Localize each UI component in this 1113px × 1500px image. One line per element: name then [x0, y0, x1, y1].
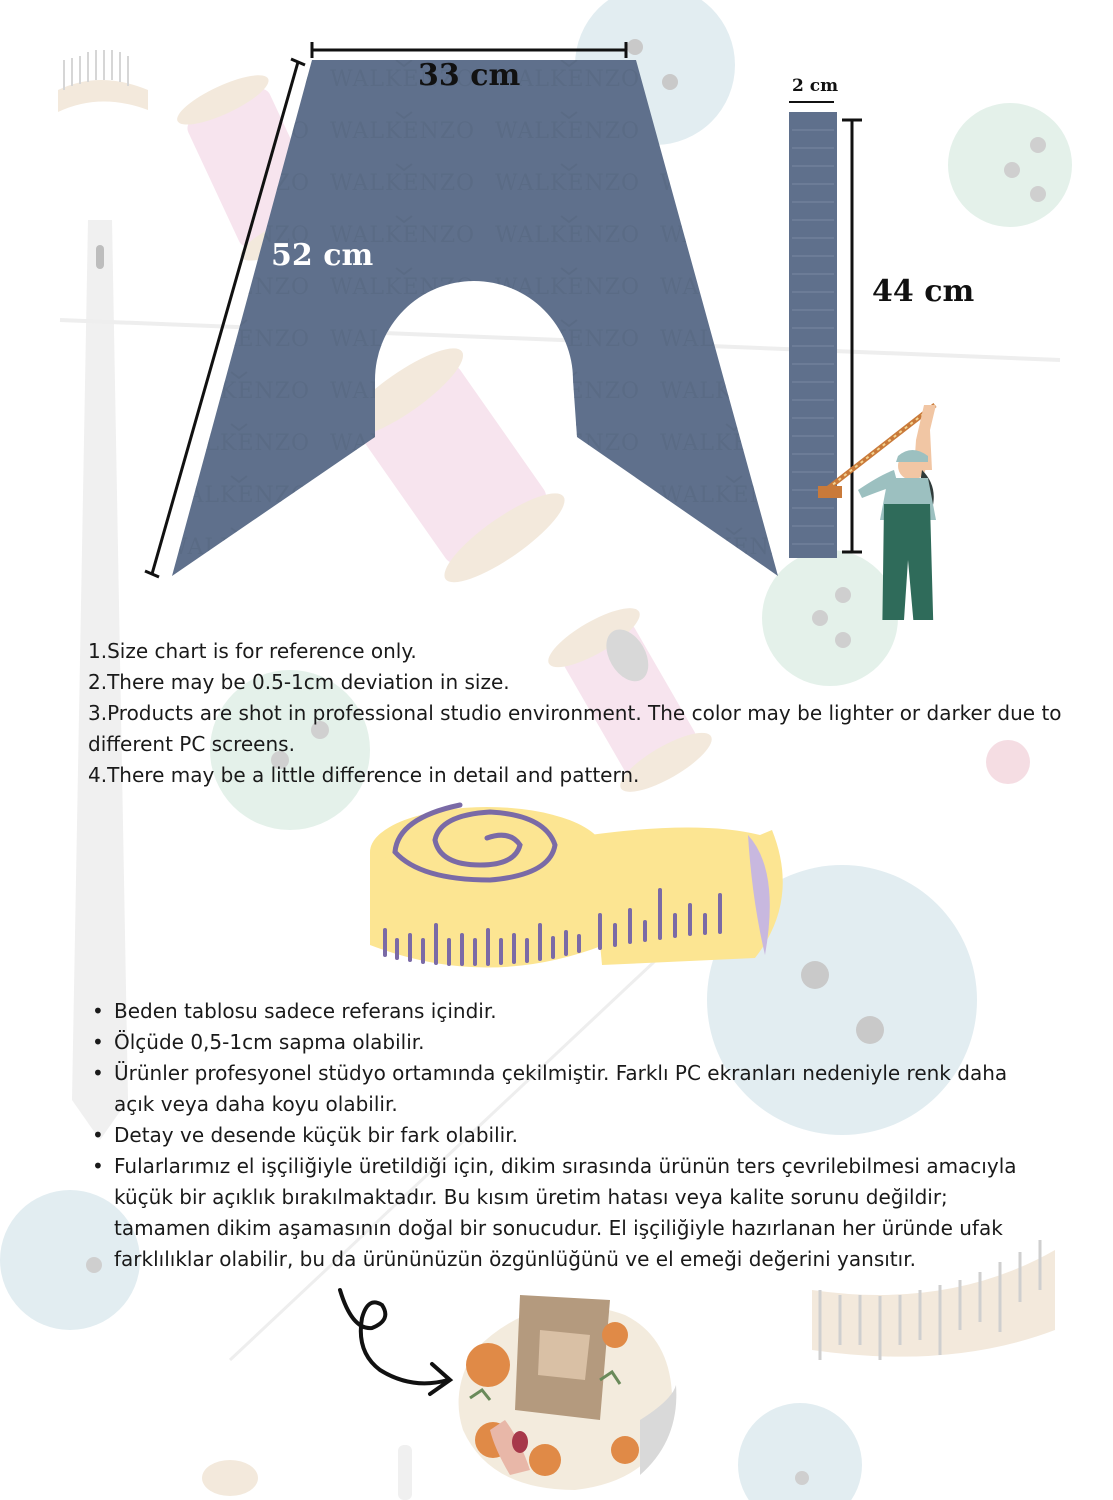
note-en-2: 2.There may be 0.5-1cm deviation in size.: [88, 670, 510, 694]
note-tr-5: • Fularlarımız el işçiliğiyle üretildiği için, dikim sırasında ürünün ters çevrilebilmesi amacıyla küçük bir açıklık bırakılmaktadır. Bu kısım üretim hatası veya kalite sorunu değildir; tamamen dikim aşamasının doğal bir sonucudur. El işçiliğiyle hazırlanan her üründe ufak farklılıklar olabilir, bu da ürününüzün özgünlüğünü ve el emeği değerini yansıtır.: [114, 1151, 1050, 1275]
side-length-label: 52 cm: [271, 238, 374, 273]
curly-arrow-icon: [340, 1290, 450, 1394]
note-en-4: 4.There may be a little difference in detail and pattern.: [88, 763, 640, 787]
note-tr-2: • Ölçüde 0,5-1cm sapma olabilir.: [114, 1027, 1050, 1058]
fabric-detail-photo: [459, 1295, 677, 1490]
strip-width-label: 2 cm: [792, 76, 839, 96]
note-tr-1: • Beden tablosu sadece referans içindir.: [114, 996, 1050, 1027]
top-width-label: 33 cm: [418, 58, 521, 93]
note-tr-3: • Ürünler profesyonel stüdyo ortamında çekilmiştir. Farklı PC ekranları nedeniyle renk daha açık veya daha koyu olabilir.: [114, 1058, 1050, 1120]
note-en-1: 1.Size chart is for reference only.: [88, 639, 417, 663]
note-tr-4: • Detay ve desende küçük bir fark olabilir.: [114, 1120, 1050, 1151]
strip-length-label: 44 cm: [872, 274, 975, 309]
note-en-3: 3.Products are shot in professional studio environment. The color may be lighter or darker due to different PC screens.: [88, 701, 1062, 756]
